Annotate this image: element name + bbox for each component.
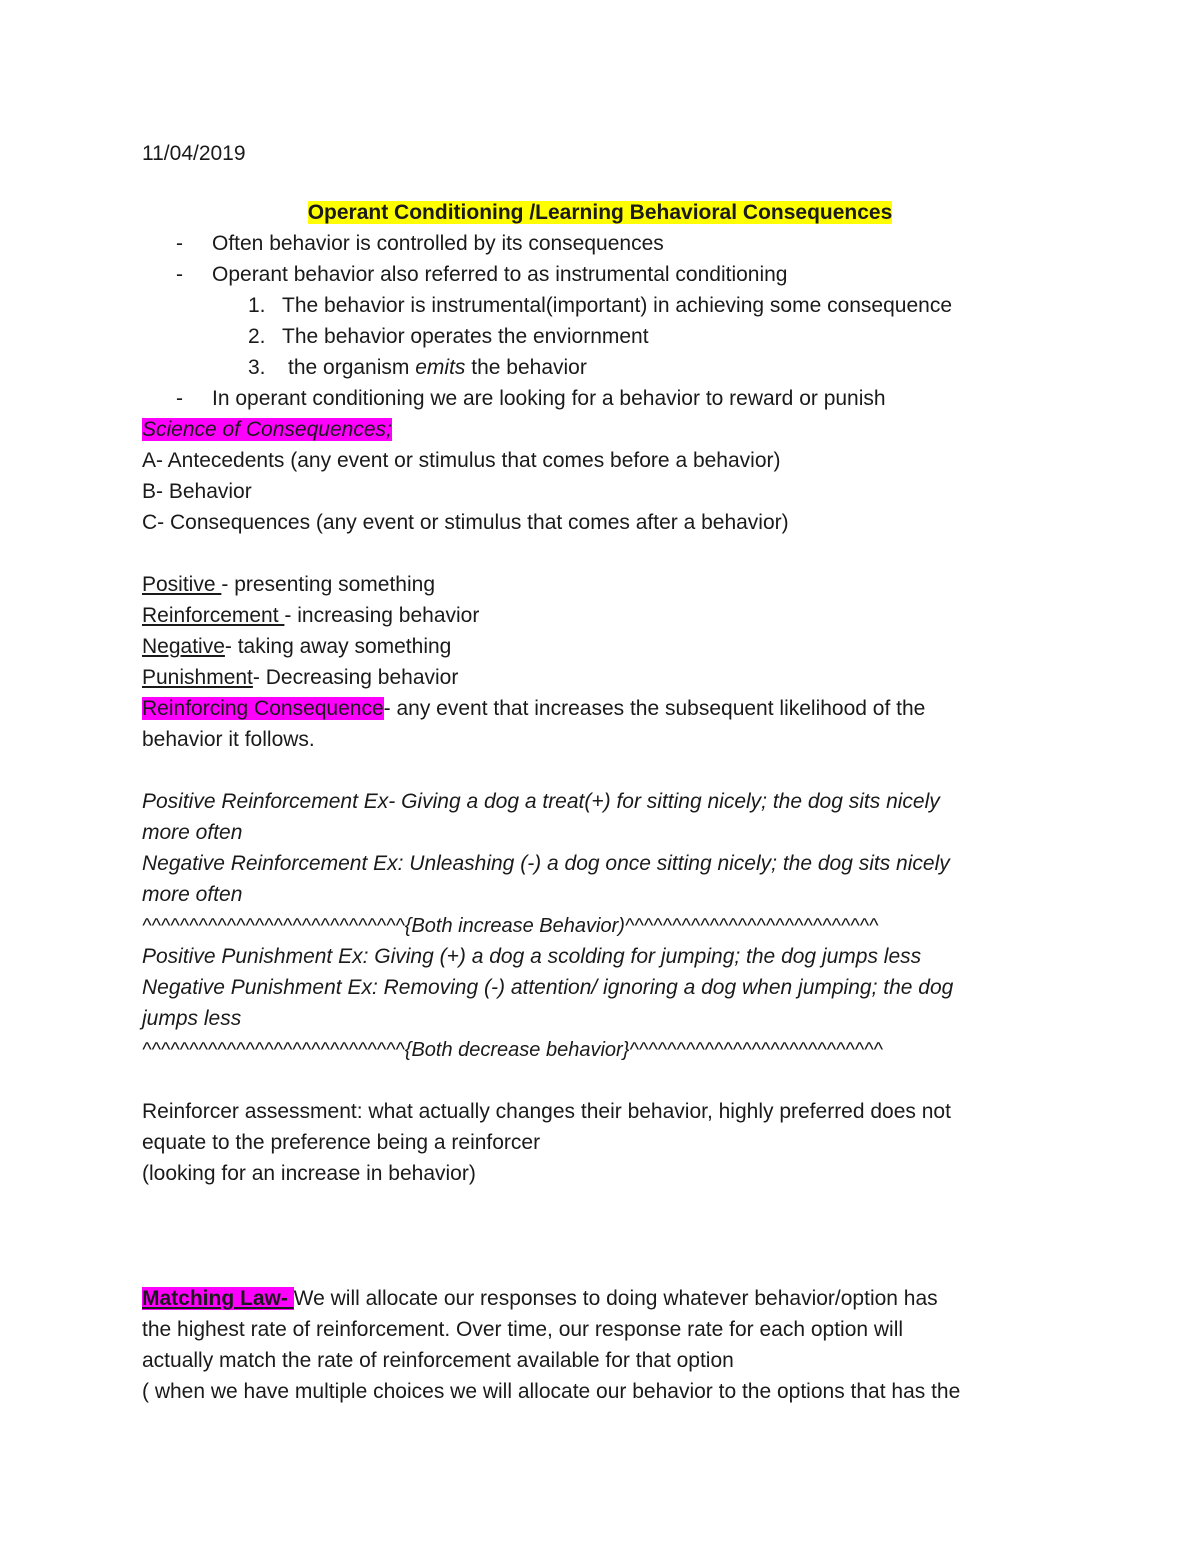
example-line: Positive Reinforcement Ex- Giving a dog a treat(+) for sitting nicely; the dog sits nicely bbox=[142, 790, 940, 813]
example-summary: ^^^^^^^^^^^^^^^^^^^^^^^^^^^^{Both decrease behavior}^^^^^^^^^^^^^^^^^^^^^^^^^^^ bbox=[142, 1039, 883, 1061]
term-line bbox=[142, 571, 435, 599]
example-line: more often bbox=[142, 883, 243, 906]
reinforcer-line: (looking for an increase in behavior) bbox=[142, 1162, 476, 1185]
reinforcer-line: equate to the preference being a reinforcer bbox=[142, 1131, 541, 1154]
item-text-emphasis: emits bbox=[415, 356, 466, 379]
item-text bbox=[288, 354, 587, 382]
bullet-text: Often behavior is controlled by its consequences bbox=[212, 232, 664, 255]
example-line: more often bbox=[142, 821, 243, 844]
reinforcer-line: Reinforcer assessment: what actually changes their behavior, highly preferred does not bbox=[142, 1100, 951, 1123]
term: Positive bbox=[142, 573, 222, 596]
term: Negative bbox=[142, 635, 225, 658]
reinforcing-consequence bbox=[142, 695, 925, 723]
item-number: 3. bbox=[248, 356, 266, 379]
matching-law-line: the highest rate of reinforcement. Over time, our response rate for each option will bbox=[142, 1318, 904, 1341]
date: 11/04/2019 bbox=[142, 142, 246, 165]
matching-law-term: Matching Law- bbox=[142, 1287, 294, 1310]
item-text: The behavior operates the enviornment bbox=[282, 325, 649, 348]
science-heading-highlight: Science of Consequences; bbox=[142, 418, 392, 441]
bullet-dash: - bbox=[176, 387, 183, 410]
example-line: Positive Punishment Ex: Giving (+) a dog a scolding for jumping; the dog jumps less bbox=[142, 945, 922, 968]
reinforcing-definition: - any event that increases the subsequent likelihood of the bbox=[383, 697, 926, 720]
term: Punishment bbox=[142, 666, 253, 689]
item-text-pre: the organism bbox=[288, 356, 416, 379]
term-definition: - taking away something bbox=[224, 635, 452, 658]
abc-line: A- Antecedents (any event or stimulus that comes before a behavior) bbox=[142, 449, 781, 472]
term-line bbox=[142, 602, 479, 630]
item-text: The behavior is instrumental(important) in achieving some consequence bbox=[282, 294, 953, 317]
science-heading bbox=[142, 416, 392, 444]
term-line bbox=[142, 633, 451, 661]
abc-line: C- Consequences (any event or stimulus that comes after a behavior) bbox=[142, 511, 789, 534]
abc-line: B- Behavior bbox=[142, 480, 252, 503]
term-definition: - Decreasing behavior bbox=[252, 666, 459, 689]
example-line: Negative Punishment Ex: Removing (-) attention/ ignoring a dog when jumping; the dog bbox=[142, 976, 954, 999]
bullet-dash: - bbox=[176, 263, 183, 286]
bullet-text: In operant conditioning we are looking for a behavior to reward or punish bbox=[212, 387, 886, 410]
bullet-dash: - bbox=[176, 232, 183, 255]
example-line: Negative Reinforcement Ex: Unleashing (-) a dog once sitting nicely; the dog sits nicely bbox=[142, 852, 950, 875]
term-definition: - increasing behavior bbox=[284, 604, 480, 627]
bullet-text: Operant behavior also referred to as instrumental conditioning bbox=[212, 263, 788, 286]
matching-law bbox=[142, 1285, 938, 1313]
title-highlight: Operant Conditioning /Learning Behavioral Consequences bbox=[307, 201, 893, 224]
document-title bbox=[0, 199, 1200, 227]
matching-law-line: ( when we have multiple choices we will allocate our behavior to the options that has the bbox=[142, 1380, 961, 1403]
matching-law-text: We will allocate our responses to doing whatever behavior/option has bbox=[293, 1287, 938, 1310]
reinforcing-term: Reinforcing Consequence bbox=[142, 697, 384, 720]
term-line bbox=[142, 664, 458, 692]
item-number: 2. bbox=[248, 325, 266, 348]
matching-law-line: actually match the rate of reinforcement available for that option bbox=[142, 1349, 734, 1372]
item-text-post: the behavior bbox=[465, 356, 587, 379]
reinforcing-definition-cont: behavior it follows. bbox=[142, 728, 315, 751]
example-line: jumps less bbox=[142, 1007, 242, 1030]
term-definition: - presenting something bbox=[221, 573, 435, 596]
example-summary: ^^^^^^^^^^^^^^^^^^^^^^^^^^^^{Both increase Behavior)^^^^^^^^^^^^^^^^^^^^^^^^^^^ bbox=[142, 915, 879, 937]
term: Reinforcement bbox=[142, 604, 285, 627]
item-number: 1. bbox=[248, 294, 266, 317]
